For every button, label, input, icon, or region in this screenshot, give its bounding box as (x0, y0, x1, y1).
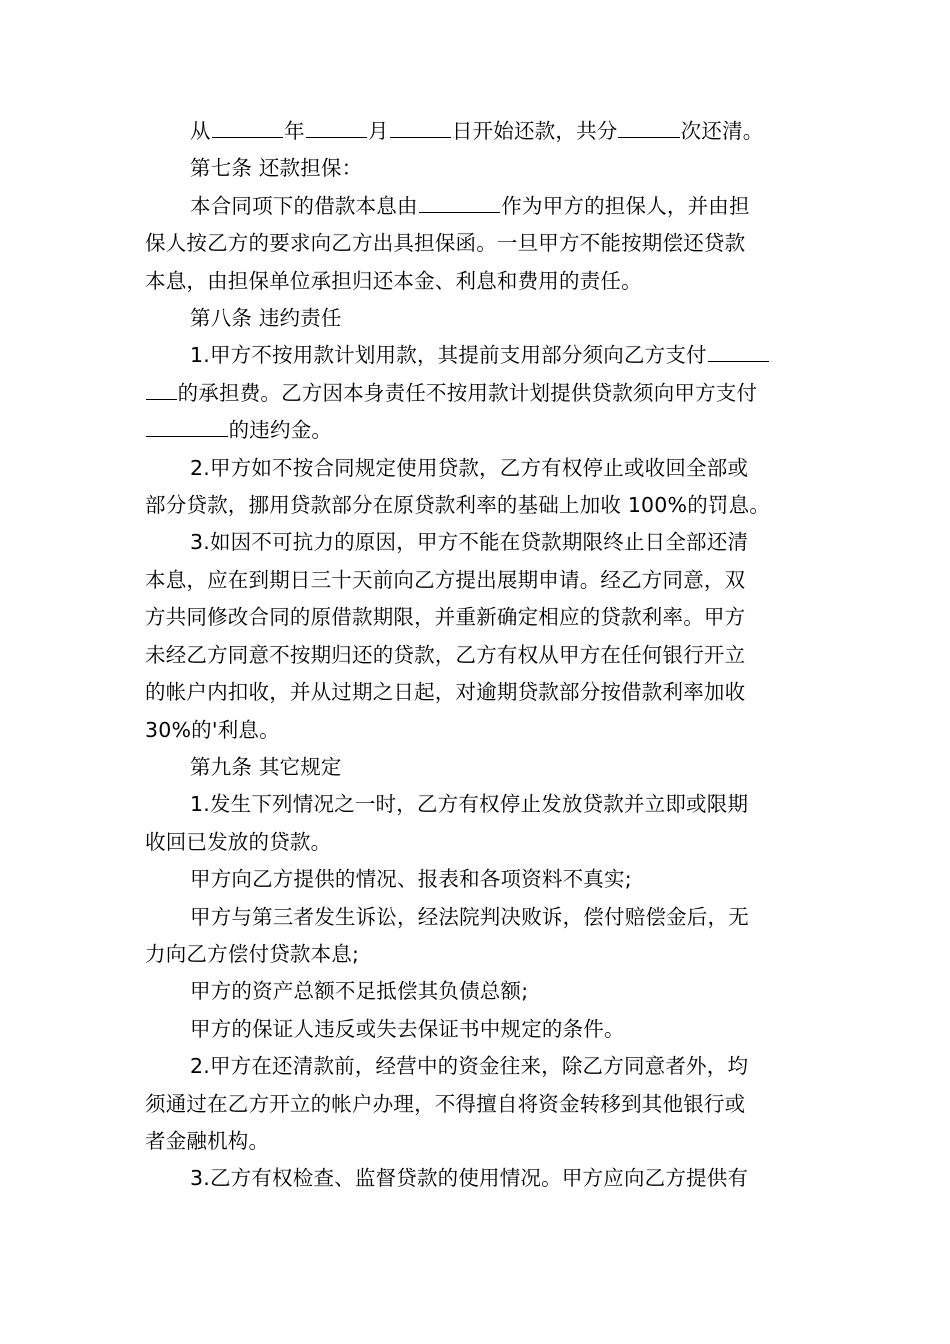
text-segment: 次还清。 (680, 119, 764, 143)
paragraph (145, 113, 805, 150)
paragraph (145, 1048, 805, 1160)
text-line (145, 150, 805, 187)
text-segment: 第九条 其它规定 (190, 754, 342, 779)
text-line (145, 824, 805, 861)
text-line (145, 562, 805, 599)
text-segment: 本息，由担保单位承担归还本金、利息和费用的责任。 (145, 268, 642, 293)
paragraph (145, 749, 805, 786)
paragraph (145, 1160, 805, 1197)
text-line (145, 524, 805, 561)
text-line (145, 1160, 805, 1197)
text-segment: 年 (284, 119, 305, 143)
text-line (145, 861, 805, 898)
text-segment: 3.如因不可抗力的原因，甲方不能在贷款期限终止日全部还清 (190, 530, 749, 555)
text-segment: 本合同项下的借款本息由 (190, 193, 418, 218)
text-segment: 1.发生下列情况之一时，乙方有权停止发放贷款并立即或限期 (190, 792, 749, 817)
text-segment: 的承担费。乙方因本身责任不按用款计划提供贷款须向甲方支付 (177, 380, 758, 405)
text-line (145, 188, 805, 225)
paragraph (145, 524, 805, 748)
text-line (145, 749, 805, 786)
fill-in-blank (419, 190, 501, 213)
text-line (145, 637, 805, 674)
text-line (145, 712, 805, 749)
text-segment: 力向乙方偿付贷款本息; (145, 941, 360, 966)
text-segment: 的帐户内扣收，并从过期之日起，对逾期贷款部分按借款利率加收 (145, 680, 746, 705)
text-line (145, 412, 805, 449)
text-line (145, 300, 805, 337)
fill-in-blank (146, 377, 177, 400)
paragraph (145, 1011, 805, 1048)
text-segment: 甲方的保证人违反或失去保证书中规定的条件。 (190, 1016, 625, 1041)
paragraph (145, 300, 805, 337)
text-segment: 保人按乙方的要求向乙方出具担保函。一旦甲方不能按期偿还贷款 (145, 231, 746, 256)
text-segment: 2.甲方在还清款前，经营中的资金往来，除乙方同意者外，均 (190, 1054, 749, 1079)
fill-in-blank (708, 340, 769, 363)
text-line (145, 450, 805, 487)
text-segment: 收回已发放的贷款。 (145, 829, 332, 854)
text-line (145, 1123, 805, 1160)
text-segment: 者金融机构。 (145, 1128, 270, 1153)
document-page (145, 113, 805, 1198)
text-segment: 3.乙方有权检查、监督贷款的使用情况。甲方应向乙方提供有 (190, 1166, 749, 1191)
text-line (145, 674, 805, 711)
text-segment: 未经乙方同意不按期归还的贷款，乙方有权从甲方在任何银行开立 (145, 642, 746, 667)
text-line (145, 1086, 805, 1123)
text-segment: 部分贷款，挪用贷款部分在原贷款利率的基础上加收 100%的罚息。 (145, 493, 771, 518)
text-line (145, 337, 805, 374)
paragraph (145, 337, 805, 449)
paragraph (145, 450, 805, 525)
text-segment: 1.甲方不按用款计划用款，其提前支用部分须向乙方支付 (190, 343, 707, 368)
text-segment: 第八条 违约责任 (190, 306, 342, 331)
fill-in-blank (618, 115, 679, 138)
text-segment: 月 (367, 119, 389, 143)
fill-in-blank (212, 115, 283, 138)
text-line (145, 899, 805, 936)
text-segment: 从 (190, 119, 211, 143)
text-line (145, 225, 805, 262)
text-line (145, 786, 805, 823)
text-segment: 日开始还款，共分 (451, 119, 618, 143)
paragraph (145, 899, 805, 974)
text-line (145, 375, 805, 412)
text-line (145, 1048, 805, 1085)
text-segment: 方共同修改合同的原借款期限，并重新确定相应的贷款利率。甲方 (145, 605, 746, 630)
text-segment: 甲方与第三者发生诉讼，经法院判决败诉，偿付赔偿金后，无 (190, 904, 749, 929)
paragraph (145, 861, 805, 898)
text-segment: 第七条 还款担保： (190, 156, 363, 181)
text-line (145, 936, 805, 973)
paragraph (145, 786, 805, 861)
paragraph (145, 188, 805, 300)
paragraph (145, 150, 805, 187)
text-segment: 2.甲方如不按合同规定使用贷款，乙方有权停止或收回全部或 (190, 455, 749, 480)
text-line (145, 599, 805, 636)
text-line (145, 1011, 805, 1048)
text-line (145, 487, 805, 524)
text-segment: 甲方向乙方提供的情况、报表和各项资料不真实; (190, 867, 632, 892)
text-segment: 本息，应在到期日三十天前向乙方提出展期申请。经乙方同意，双 (145, 567, 746, 592)
fill-in-blank (146, 415, 228, 438)
fill-in-blank (390, 115, 451, 138)
text-segment: 作为甲方的担保人，并由担 (501, 193, 750, 218)
text-segment: 甲方的资产总额不足抵偿其负债总额; (190, 979, 529, 1004)
text-segment: 30%的'利息。 (145, 717, 280, 742)
fill-in-blank (306, 115, 367, 138)
text-line (145, 973, 805, 1010)
paragraph (145, 973, 805, 1010)
text-line (145, 263, 805, 300)
text-segment: 的违约金。 (228, 418, 333, 443)
text-segment: 须通过在乙方开立的帐户办理，不得擅自将资金转移到其他银行或 (145, 1091, 746, 1116)
text-line (145, 113, 805, 150)
